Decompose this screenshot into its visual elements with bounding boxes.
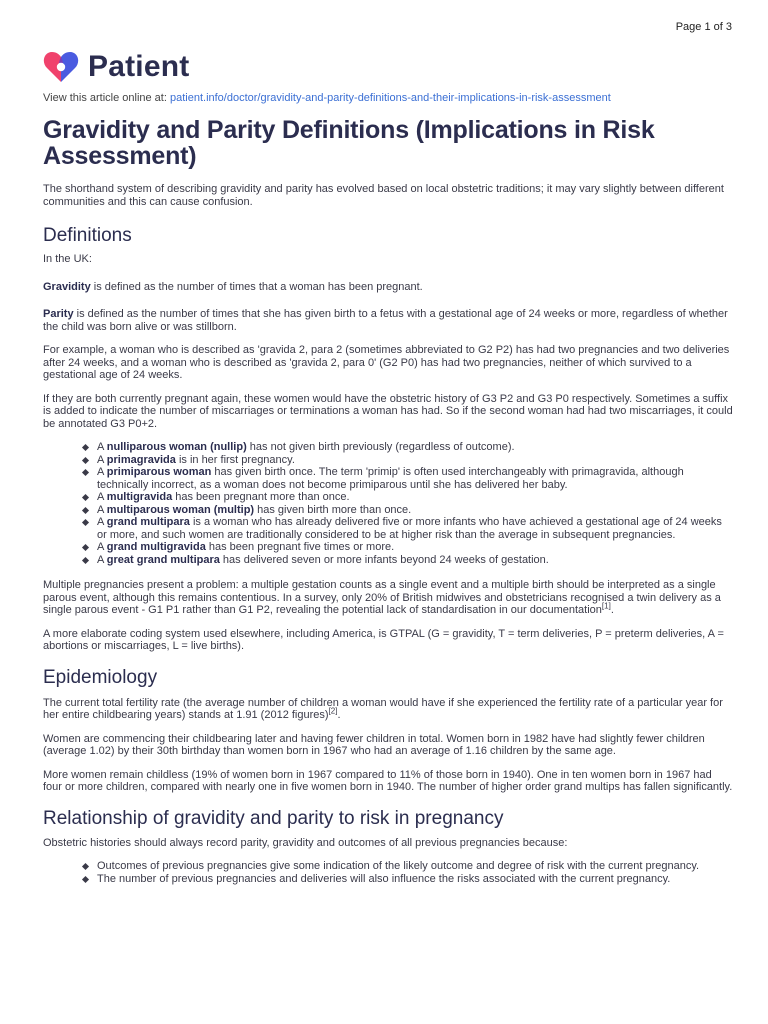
article-content xyxy=(43,91,733,885)
multiple-pregnancy-paragraph: Multiple pregnancies present a problem: a multiple gestation counts as a single event and a multiple birth should be interpreted as a single parous event, although this remains contentious. In a survey, only 20% of British midwives and obstetricians recognised a twin delivery as a single parous event - G1 P1 rather than G1 P2, revealing the potential lack of standardisation in our documentation[1]. xyxy=(43,579,721,616)
risk-heading: Relationship of gravidity and parity to risk in pregnancy xyxy=(43,807,504,829)
definitions-list xyxy=(43,441,733,566)
heart-logo-icon xyxy=(42,50,80,84)
example-paragraph: For example, a woman who is described as 'gravida 2, para 2 (sometimes abbreviated to G2 P2) has had two pregnancies and two deliveries after 24 weeks, and a woman who is described as 'gravida 2, para 0' (G2 P0) has had two pregnancies, neither of which survived to a gestational age of 24 weeks. xyxy=(43,344,730,381)
suffix-paragraph: If they are both currently pregnant again, these women would have the obstetric history of G3 P2 and G3 P0 respectively. Sometimes a suffix is added to indicate the number of miscarriages or terminations a woman has had. So if the second woman had had two miscarriages, it could be annotated G3 P0+2. xyxy=(43,392,733,430)
reference-link[interactable]: [2] xyxy=(328,706,338,716)
fertility-rate-paragraph: The current total fertility rate (the average number of children a woman would have if she experienced the fertility rate of a particular year for her entire childbearing years) stands at 1.91 (2012 figures)[2]. xyxy=(43,696,723,721)
bullet-icon xyxy=(82,863,89,870)
bullet-icon xyxy=(82,469,89,476)
bullet-icon xyxy=(82,519,89,526)
list-item: A primagravida is in her first pregnancy. xyxy=(81,454,733,467)
gtpal-paragraph: A more elaborate coding system used elsewhere, including America, is GTPAL (G = gravidity, T = term deliveries, P = preterm deliveries, A = abortions or miscarriages, L = live births). xyxy=(43,627,724,652)
list-item: Outcomes of previous pregnancies give some indication of the likely outcome and degree of risk with the current pregnancy. xyxy=(81,860,733,873)
bullet-icon xyxy=(82,875,89,882)
list-item: A primiparous woman has given birth once. The term 'primip' is often used interchangeably with primagravida, although technically incorrect, as a woman does not become primiparous until she has delivered her baby. xyxy=(81,466,733,491)
list-item: The number of previous pregnancies and deliveries will also influence the risks associated with the current pregnancy. xyxy=(81,873,733,886)
reference-link[interactable]: [1] xyxy=(601,601,611,611)
logo-wordmark: Patient xyxy=(88,50,190,83)
bullet-icon xyxy=(82,506,89,513)
bullet-icon xyxy=(82,456,89,463)
bullet-icon xyxy=(82,494,89,501)
parity-text: is defined as the number of times that she has given birth to a fetus with a gestational age of 24 weeks or more, regardless of whether the child was born alive or was stillborn. xyxy=(43,308,728,333)
parity-term: Parity xyxy=(43,308,74,320)
online-prefix: View this article online at: xyxy=(43,92,170,104)
definitions-heading: Definitions xyxy=(43,225,132,246)
parity-definition xyxy=(43,308,733,333)
page-number: Page 1 of 3 xyxy=(675,21,732,33)
risk-intro: Obstetric histories should always record parity, gravidity and outcomes of all previous pregnancies because: xyxy=(43,836,568,849)
childbearing-paragraph: Women are commencing their childbearing later and having fewer children in total. Women born in 1982 have had slightly fewer children (average 1.02) by their 30th birthday than women born in 1967 who had an average of 1.16 children by the same age. xyxy=(43,732,705,757)
gravidity-text: is defined as the number of times that a woman has been pregnant. xyxy=(90,280,423,293)
bullet-icon xyxy=(82,444,89,451)
bullet-icon xyxy=(82,556,89,563)
article-title: Gravidity and Parity Definitions (Implications in Risk Assessment) xyxy=(43,116,655,170)
patient-logo[interactable] xyxy=(42,50,189,84)
list-item: A nulliparous woman (nullip) has not given birth previously (regardless of outcome). xyxy=(81,441,733,454)
gravidity-definition xyxy=(43,281,733,294)
intro-paragraph: The shorthand system of describing gravidity and parity has evolved based on local obstetric traditions; it may vary slightly between different communities and this can cause confusion. xyxy=(43,183,724,208)
childless-paragraph: More women remain childless (19% of women born in 1967 compared to 11% of those born in 1940). One in ten women born in 1967 had four or more children, compared with nearly one in five women born in 1940. The number of higher order grand multips has fallen significantly. xyxy=(43,768,733,793)
list-item: A grand multigravida has been pregnant five times or more. xyxy=(81,541,733,554)
epidemiology-heading: Epidemiology xyxy=(43,666,158,688)
in-uk-text: In the UK: xyxy=(43,253,92,265)
risk-list xyxy=(43,860,733,885)
list-item: A multigravida has been pregnant more than once. xyxy=(81,491,733,504)
online-link-line xyxy=(43,91,733,105)
list-item: A great grand multipara has delivered seven or more infants beyond 24 weeks of gestation. xyxy=(81,554,733,567)
list-item: A multiparous woman (multip) has given birth more than once. xyxy=(81,504,733,517)
list-item: A grand multipara is a woman who has already delivered five or more infants who have achieved a gestational age of 24 weeks or more, and such women are traditionally considered to be at higher risk than the average in subsequent pregnancies. xyxy=(81,516,733,541)
article-url-link[interactable]: patient.info/doctor/gravidity-and-parity-definitions-and-their-implications-in-risk-assessment xyxy=(169,92,611,104)
bullet-icon xyxy=(82,544,89,551)
gravidity-term: Gravidity xyxy=(43,280,91,293)
